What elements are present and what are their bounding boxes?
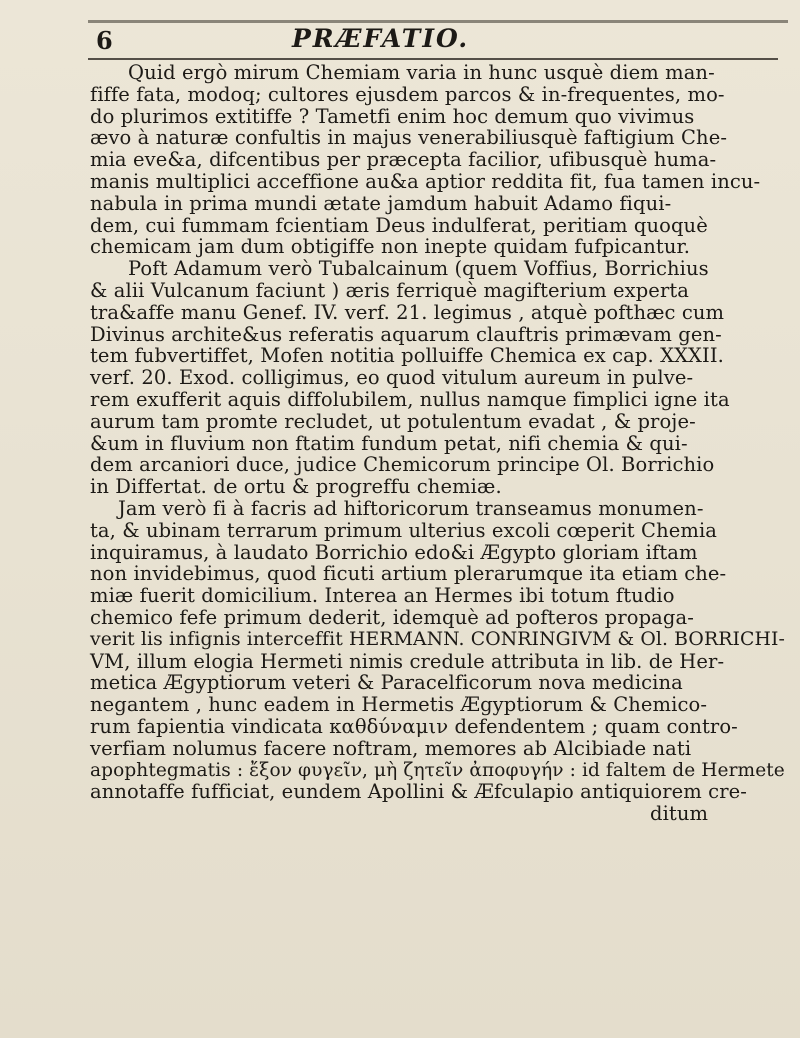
text-line: chemico fefe primum dederit, idemquè ad pofteros propaga- — [90, 605, 694, 629]
text-line: negantem , hunc eadem in Hermetis Ægyptiorum & Chemico- — [90, 693, 708, 717]
text-line: rum fapientia vindicata καθδύναμιν defendentem ; quam contro- — [90, 714, 738, 738]
catchword: ditum — [650, 802, 709, 826]
text-line: apophtegmatis : ἔξον φυγεῖν, μὴ ζητεῖν ἀποφυγήν : id faltem de Hermete — [90, 759, 785, 781]
text-line: tem fubvertiffet, Mofen notitia polluiffe Chemica ex cap. XXXII. — [90, 344, 724, 368]
text-line: ta, & ubinam terrarum primum ulterius excoli cœperit Chemia — [90, 518, 718, 542]
text-line: annotaffe fufficiat, eundem Apollini & Æfculapio antiquiorem cre- — [90, 780, 747, 804]
page-number: 6 — [96, 26, 113, 55]
body-text — [90, 62, 790, 825]
text-line: Quid ergò mirum Chemiam varia in hunc usquè diem man- — [128, 61, 715, 84]
text-line: metica Ægyptiorum veteri & Paracelficorum nova medicina — [90, 671, 683, 695]
header-rule — [88, 58, 778, 60]
text-line: dem arcaniori duce, judice Chemicorum principe Ol. Borrichio — [90, 453, 715, 477]
text-line: in Differtat. de ortu & progreffu chemiæ. — [90, 475, 502, 499]
text-line: & alii Vulcanum faciunt ) æris ferriquè magifterium experta — [90, 278, 690, 302]
running-head: PRÆFATIO. — [292, 24, 470, 53]
text-line: Poft Adamum verò Tubalcainum (quem Voffius, Borrichius — [128, 257, 709, 281]
text-line: chemicam jam dum obtigiffe non inepte quidam fufpicantur. — [90, 235, 691, 259]
page-header — [90, 24, 790, 58]
text-line: fiffe fata, modoq; cultores ejusdem parcos & in-frequentes, mo- — [90, 82, 725, 106]
text-line: verit lis infignis interceffit HERMANN. CONRINGIVM & Ol. BORRICHI- — [90, 628, 785, 650]
text-line: &um in fluvium non ftatim fundum petat, nifi chemia & qui- — [90, 431, 688, 455]
text-line: nabula in prima mundi ætate jamdum habuit Adamo fiqui- — [90, 191, 672, 215]
text-line: aurum tam promte recludet, ut potulentum evadat , & proje- — [90, 409, 696, 433]
top-border-rule — [88, 20, 788, 23]
text-line: Divinus archite&us referatis aquarum clauftris primævam gen- — [90, 322, 722, 346]
text-line: inquiramus, à laudato Borrichio edo&i Ægypto gloriam iftam — [90, 540, 698, 564]
text-line: dem, cui fummam fcientiam Deus indulferat, peritiam quoquè — [90, 213, 708, 237]
text-line: manis multiplici acceffione au&a aptior reddita fit, fua tamen incu- — [90, 169, 761, 193]
text-line: do plurimos extitiffe ? Tametfi enim hoc demum quo vivimus — [90, 104, 695, 128]
text-line: miæ fuerit domicilium. Interea an Hermes ibi totum ftudio — [90, 584, 675, 608]
text-line: tra&affe manu Genef. IV. verf. 21. legimus , atquè pofthæc cum — [90, 300, 725, 324]
text-line: VM, illum elogia Hermeti nimis credule attributa in lib. de Her- — [90, 649, 725, 673]
text-line: verfiam nolumus facere noftram, memores ab Alcibiade nati — [90, 736, 692, 760]
text-line: Jam verò fi à facris ad hiftoricorum transeamus monumen- — [118, 496, 704, 520]
text-line: rem exufferit aquis diffolubilem, nullus namque fimplici igne ita — [90, 387, 730, 411]
text-line: non invidebimus, quod ficuti artium plerarumque ita etiam che- — [90, 562, 727, 586]
text-line: ævo à naturæ confultis in majus venerabiliusquè faftigium Che- — [90, 126, 728, 150]
text-line: verf. 20. Exod. colligimus, eo quod vitulum aureum in pulve- — [90, 366, 694, 390]
text-line: mia eve&a, difcentibus per præcepta facilior, ufibusquè huma- — [90, 148, 717, 172]
